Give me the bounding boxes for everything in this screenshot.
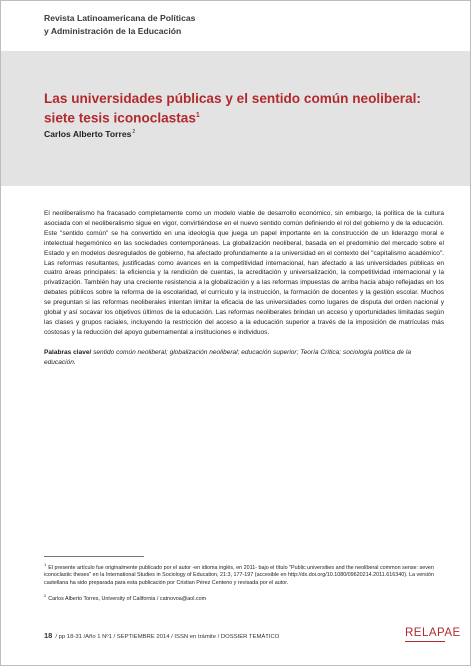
- keywords-label: Palabras clave/: [44, 349, 92, 356]
- author-name-text: Carlos Alberto Torres: [44, 129, 132, 139]
- relapae-logo: RELAPAE: [405, 627, 461, 639]
- footnote-divider: [44, 556, 144, 557]
- abstract: El neoliberalismo ha fracasado completamente como un modelo viable de desarrollo económico, sin embargo, la política de la cultura asociada con el neoliberalismo sigue en vigor, convirtiéndose en el nuevo sentido común definiendo el rol del gobierno y de la educación. Este "sentido común" se ha convertido en una ideología que juega un papel importante en la construcción de un liderazgo moral e intelectual hegemónico en las sociedades contemporáneas. La globalización neoliberal, basada en el predominio del mercado sobre el Estado y en modelos desregulados de gobierno, ha afectado profundamente a la universidad en el contexto del "capitalismo académico". Las reformas resultantes, justificadas como avances en la competitividad internacional, han afectado a las universidades públicas en cuatro áreas principales: la eficiencia y la rendición de cuentas, la acreditación y universalización, la competitividad internacional y la privatización. También hay una creciente resistencia a la globalización y a las reformas impuestas de arriba hacia abajo reflejadas en los debates públicos sobre la reforma de la escolaridad, el currículo y la instrucción, la formación de docentes y la gestión escolar. Muchos se preguntan si las reformas neoliberales intentan limitar la eficacia de las universidades como lugares de disputa del orden nacional y global y así socavar los objetivos últimos de la educación. Las reformas neoliberales brindan un acceso y oportunidades limitadas según las clases y grupos raciales, incluyendo la restricción del acceso a la educación superior a través de la imposición de matrículas más costosas y la reducción del apoyo gubernamental a instituciones e individuos.: [44, 210, 444, 336]
- footnote-2: [44, 592, 444, 603]
- footnote-2-mark: 2: [44, 593, 47, 598]
- article-title-text: Las universidades públicas y el sentido común neoliberal: siete tesis iconoclastas: [44, 91, 421, 126]
- page-footer: [44, 631, 279, 640]
- page-number: 18: [44, 631, 53, 640]
- footnote-1-text: El presente artículo fue originalmente publicado por el autor -en idioma inglés, en 2011- bajo el título "Public universities and the neoliberal common sense: seven iconoclastic theses" en la International Studies in Sociology of Education, 21:3, 177-197 (accesible en http://dx.doi.org/10.1080/09620214.2011.616340). La versión castellana ha sido preparada para esta publicación por Cristian Pérez Centeno y revisada por el autor.: [44, 564, 434, 586]
- footnote-2-text: Carlos Alberto Torres, University of California / catnovoa@aol.com: [48, 595, 207, 602]
- journal-name-line-2: y Administración de la Educación: [44, 25, 182, 36]
- keywords: [44, 348, 444, 368]
- footnote-1-mark: 1: [44, 562, 47, 567]
- title-footnote-mark[interactable]: 1: [195, 112, 200, 119]
- logo-underline: [405, 641, 445, 642]
- author-footnote-mark[interactable]: 2: [132, 129, 136, 136]
- article-title: [44, 90, 434, 127]
- journal-name: [44, 12, 344, 37]
- journal-name-line-1: Revista Latinoamericana de Políticas: [44, 13, 196, 23]
- footnote-1: [44, 561, 444, 587]
- keywords-text: sentido común neoliberal; globalización neoliberal; educación superior; Teoría Crítica; sociología política de la educación.: [44, 349, 411, 366]
- footer-text: / pp 18-31 /Año 1 Nº1 / SEPTIEMBRE 2014 / ISSN en trámite / DOSSIER TEMÁTICO: [55, 634, 280, 640]
- author-name: [44, 129, 135, 139]
